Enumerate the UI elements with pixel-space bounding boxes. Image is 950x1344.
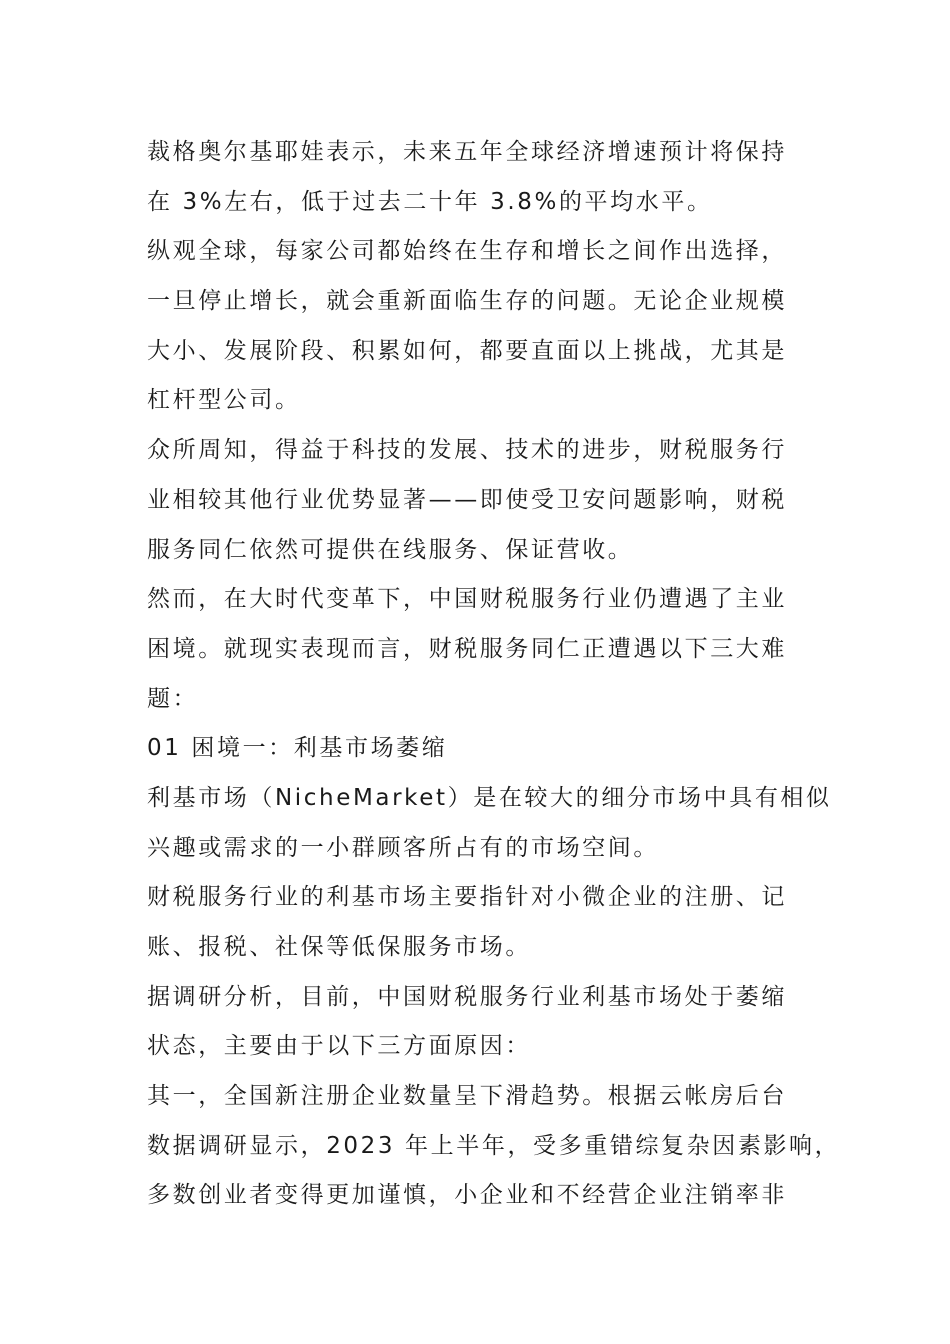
text-line: 杠杆型公司。	[147, 387, 301, 414]
text-line: 困境。就现实表现而言，财税服务同仁正遭遇以下三大难	[147, 635, 787, 662]
section-heading	[147, 724, 807, 774]
paragraph-niche-market-scope	[147, 873, 807, 972]
paragraph-industry-advantage	[147, 426, 807, 575]
paragraph-shrinking-causes	[147, 973, 807, 1072]
text-line: 一旦停止增长，就会重新面临生存的问题。无论企业规模	[147, 288, 787, 315]
document-body	[147, 128, 841, 1221]
paragraph-industry-difficulties	[147, 575, 807, 724]
text-line: 在 3%左右，低于过去二十年 3.8%的平均水平。	[147, 188, 713, 215]
text-line: 服务同仁依然可提供在线服务、保证营收。	[147, 536, 634, 563]
text-line: 众所周知，得益于科技的发展、技术的进步，财税服务行	[147, 437, 787, 464]
text-line: 业相较其他行业优势显著——即使受卫安问题影响，财税	[147, 486, 787, 513]
paragraph-survival-growth	[147, 227, 807, 426]
text-line: 裁格奥尔基耶娃表示，未来五年全球经济增速预计将保持	[147, 139, 787, 165]
text-line: 纵观全球，每家公司都始终在生存和增长之间作出选择，	[147, 238, 787, 265]
text-line: 据调研分析，目前，中国财税服务行业利基市场处于萎缩	[147, 983, 787, 1010]
text-line: 大小、发展阶段、积累如何，都要直面以上挑战，尤其是	[147, 337, 787, 364]
paragraph-cause-one	[147, 1072, 841, 1221]
heading-dilemma-one: 01 困境一：利基市场萎缩	[147, 735, 448, 762]
text-line: 其一，全国新注册企业数量呈下滑趋势。根据云帐房后台	[147, 1083, 787, 1110]
text-line: 多数创业者变得更加谨慎，小企业和不经营企业注销率非	[147, 1182, 787, 1209]
text-line: 题：	[147, 685, 199, 712]
text-line: 兴趣或需求的一小群顾客所占有的市场空间。	[147, 834, 659, 861]
text-line: 状态，主要由于以下三方面原因：	[147, 1033, 531, 1060]
text-line: 数据调研显示，2023 年上半年，受多重错综复杂因素影响，	[147, 1132, 841, 1159]
text-line: 然而，在大时代变革下，中国财税服务行业仍遭遇了主业	[147, 586, 787, 613]
paragraph-growth-forecast	[147, 128, 807, 227]
paragraph-niche-market-definition	[147, 774, 832, 873]
text-line: 利基市场（NicheMarket）是在较大的细分市场中具有相似	[147, 784, 832, 811]
text-line: 财税服务行业的利基市场主要指针对小微企业的注册、记	[147, 884, 787, 911]
text-line: 账、报税、社保等低保服务市场。	[147, 934, 531, 960]
